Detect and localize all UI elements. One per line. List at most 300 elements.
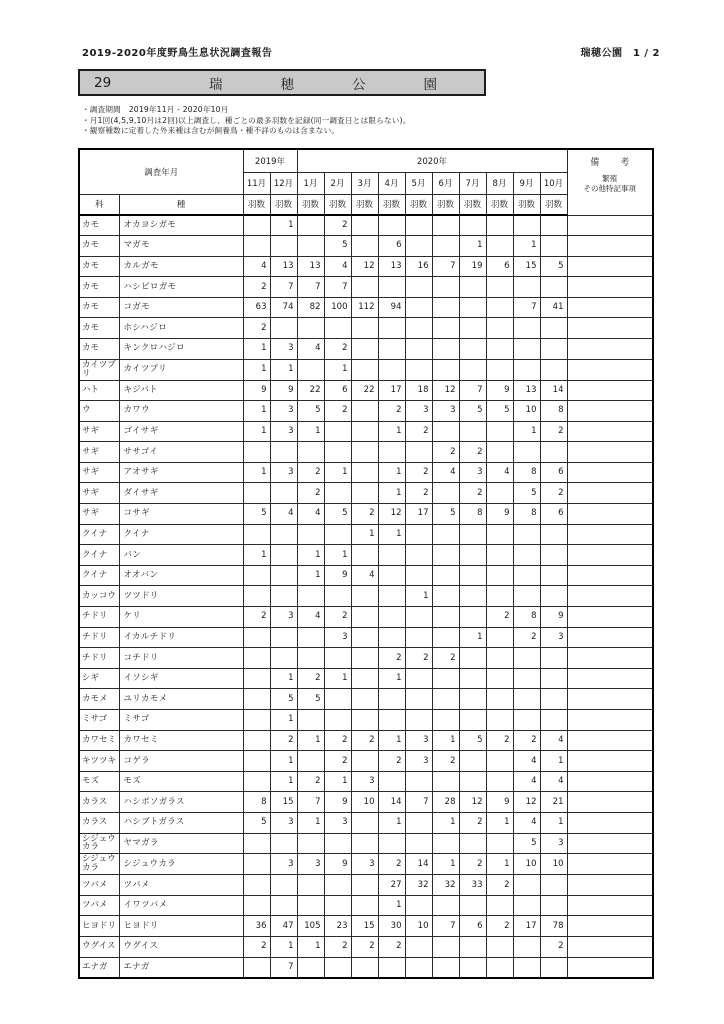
count-cell — [243, 710, 270, 731]
count-cell — [513, 565, 540, 586]
count-cell — [405, 277, 432, 298]
count-cell — [459, 710, 486, 731]
count-cell: 17 — [405, 504, 432, 525]
count-cell — [459, 833, 486, 854]
family-cell: サギ — [79, 442, 119, 463]
count-cell: 19 — [459, 256, 486, 277]
count-cell — [459, 277, 486, 298]
count-cell: 4 — [297, 339, 324, 360]
table-row — [79, 916, 653, 937]
table-row — [79, 545, 653, 566]
count-cell: 6 — [459, 916, 486, 937]
unit-header: 羽数 — [378, 194, 405, 215]
count-cell — [243, 771, 270, 792]
count-cell — [432, 771, 459, 792]
count-cell: 2 — [405, 483, 432, 504]
remarks-cell — [567, 318, 653, 339]
count-cell — [243, 875, 270, 896]
count-cell — [270, 318, 297, 339]
count-cell: 5 — [459, 401, 486, 422]
count-cell: 7 — [432, 916, 459, 937]
count-cell: 5 — [297, 401, 324, 422]
remarks-cell — [567, 256, 653, 277]
count-cell: 3 — [324, 812, 351, 833]
remarks-title: 備 考 — [590, 158, 636, 168]
count-cell: 3 — [459, 462, 486, 483]
count-cell — [432, 339, 459, 360]
count-cell — [513, 648, 540, 669]
count-cell: 1 — [270, 771, 297, 792]
table-row — [79, 833, 653, 854]
count-cell — [351, 607, 378, 628]
table-row — [79, 648, 653, 669]
table-row — [79, 627, 653, 648]
remarks-cell — [567, 483, 653, 504]
count-cell — [297, 318, 324, 339]
family-cell: カモ — [79, 236, 119, 257]
count-cell — [378, 586, 405, 607]
month-header: 7月 — [459, 172, 486, 194]
count-cell — [351, 627, 378, 648]
count-cell: 1 — [378, 668, 405, 689]
species-cell: オカヨシガモ — [119, 215, 243, 236]
count-cell: 5 — [270, 689, 297, 710]
count-cell — [432, 421, 459, 442]
count-cell: 13 — [378, 256, 405, 277]
count-cell — [405, 297, 432, 318]
count-cell: 2 — [297, 771, 324, 792]
count-cell: 5 — [459, 730, 486, 751]
family-cell: ツバメ — [79, 875, 119, 896]
count-cell — [513, 442, 540, 463]
family-cell: カモメ — [79, 689, 119, 710]
species-cell: コガモ — [119, 297, 243, 318]
count-cell: 30 — [378, 916, 405, 937]
count-cell: 4 — [486, 462, 513, 483]
count-cell — [486, 297, 513, 318]
count-cell — [351, 318, 378, 339]
count-cell — [243, 524, 270, 545]
count-cell: 63 — [243, 297, 270, 318]
remarks-cell — [567, 812, 653, 833]
count-cell: 7 — [459, 380, 486, 401]
family-cell: カモ — [79, 215, 119, 236]
count-cell: 8 — [513, 607, 540, 628]
count-cell — [513, 668, 540, 689]
count-cell: 1 — [324, 359, 351, 380]
unit-header: 羽数 — [324, 194, 351, 215]
family-cell: チドリ — [79, 648, 119, 669]
count-cell — [459, 937, 486, 958]
count-cell: 8 — [243, 792, 270, 813]
month-header: 10月 — [540, 172, 567, 194]
count-cell: 3 — [540, 833, 567, 854]
count-cell — [486, 668, 513, 689]
count-cell — [297, 710, 324, 731]
count-cell — [459, 957, 486, 978]
count-cell — [324, 895, 351, 916]
count-cell — [486, 937, 513, 958]
count-cell: 12 — [351, 256, 378, 277]
count-cell — [432, 689, 459, 710]
count-cell — [378, 689, 405, 710]
note-line: ・調査期間 2019年11月 - 2020年10月 — [82, 105, 229, 114]
family-cell: カモ — [79, 277, 119, 298]
survey-notes — [82, 105, 411, 137]
year-header: 2020年 — [297, 149, 567, 172]
count-cell — [243, 668, 270, 689]
count-cell — [405, 215, 432, 236]
count-cell — [540, 875, 567, 896]
count-cell — [297, 957, 324, 978]
count-cell: 2 — [324, 215, 351, 236]
species-cell: キジバト — [119, 380, 243, 401]
count-cell — [513, 524, 540, 545]
count-cell: 1 — [324, 668, 351, 689]
count-cell — [378, 545, 405, 566]
count-cell: 3 — [270, 462, 297, 483]
count-cell — [432, 545, 459, 566]
count-cell — [351, 421, 378, 442]
count-cell: 2 — [459, 812, 486, 833]
count-cell — [486, 689, 513, 710]
count-cell — [351, 751, 378, 772]
species-cell: エナガ — [119, 957, 243, 978]
count-cell: 4 — [513, 771, 540, 792]
family-cell: サギ — [79, 504, 119, 525]
species-cell: ヤマガラ — [119, 833, 243, 854]
count-cell — [297, 895, 324, 916]
doc-title: 2019-2020年度野鳥生息状況調査報告 — [82, 48, 273, 59]
month-header: 11月 — [243, 172, 270, 194]
count-cell: 1 — [486, 812, 513, 833]
remarks-cell — [567, 524, 653, 545]
count-cell: 2 — [432, 751, 459, 772]
count-cell: 1 — [378, 462, 405, 483]
month-header: 6月 — [432, 172, 459, 194]
count-cell: 9 — [486, 380, 513, 401]
table-row — [79, 565, 653, 586]
count-cell: 1 — [459, 236, 486, 257]
count-cell: 2 — [486, 730, 513, 751]
count-cell — [270, 833, 297, 854]
count-cell — [351, 648, 378, 669]
count-cell — [513, 937, 540, 958]
count-cell: 15 — [351, 916, 378, 937]
table-row — [79, 710, 653, 731]
count-cell — [243, 215, 270, 236]
count-cell: 7 — [513, 297, 540, 318]
remarks-cell — [567, 586, 653, 607]
header-row-years — [79, 149, 653, 172]
count-cell: 2 — [405, 462, 432, 483]
count-cell: 3 — [270, 854, 297, 875]
count-cell: 2 — [243, 607, 270, 628]
count-cell: 2 — [297, 668, 324, 689]
remarks-cell — [567, 339, 653, 360]
count-cell — [351, 401, 378, 422]
count-cell — [351, 875, 378, 896]
remarks-cell — [567, 875, 653, 896]
count-cell — [324, 875, 351, 896]
count-cell: 4 — [513, 751, 540, 772]
count-cell: 7 — [297, 792, 324, 813]
remarks-cell — [567, 545, 653, 566]
count-cell: 15 — [270, 792, 297, 813]
remarks-cell — [567, 236, 653, 257]
count-cell: 23 — [324, 916, 351, 937]
species-cell: ハシブトガラス — [119, 812, 243, 833]
count-cell: 5 — [513, 483, 540, 504]
count-cell — [459, 318, 486, 339]
count-cell — [324, 648, 351, 669]
count-cell — [351, 545, 378, 566]
count-cell — [405, 607, 432, 628]
count-cell: 12 — [459, 792, 486, 813]
remarks-cell — [567, 937, 653, 958]
count-cell: 1 — [378, 895, 405, 916]
count-cell — [486, 236, 513, 257]
count-cell — [405, 937, 432, 958]
count-cell: 1 — [432, 812, 459, 833]
count-cell — [297, 875, 324, 896]
count-cell — [459, 545, 486, 566]
count-cell — [324, 442, 351, 463]
table-row — [79, 875, 653, 896]
family-cell: モズ — [79, 771, 119, 792]
species-cell: ツバメ — [119, 875, 243, 896]
count-cell — [486, 957, 513, 978]
table-row — [79, 957, 653, 978]
count-cell — [378, 359, 405, 380]
count-cell — [297, 627, 324, 648]
count-cell: 10 — [540, 854, 567, 875]
remarks-cell — [567, 895, 653, 916]
count-cell — [432, 668, 459, 689]
count-cell: 82 — [297, 297, 324, 318]
count-cell — [540, 442, 567, 463]
count-cell: 3 — [432, 401, 459, 422]
count-cell — [459, 421, 486, 442]
remarks-cell — [567, 565, 653, 586]
count-cell: 1 — [243, 401, 270, 422]
count-cell — [351, 812, 378, 833]
species-cell: マガモ — [119, 236, 243, 257]
count-cell — [297, 833, 324, 854]
count-cell: 2 — [405, 648, 432, 669]
site-name-char: 瑞 — [209, 76, 223, 93]
count-cell — [486, 627, 513, 648]
count-cell: 3 — [324, 627, 351, 648]
table-row — [79, 792, 653, 813]
table-row — [79, 812, 653, 833]
count-cell — [486, 215, 513, 236]
count-cell — [486, 710, 513, 731]
count-cell — [378, 957, 405, 978]
count-cell — [513, 875, 540, 896]
count-cell — [243, 627, 270, 648]
count-cell — [486, 318, 513, 339]
family-cell: キツツキ — [79, 751, 119, 772]
count-cell — [459, 751, 486, 772]
site-title-bar — [78, 69, 486, 96]
count-cell — [405, 689, 432, 710]
count-cell: 9 — [324, 565, 351, 586]
count-cell: 1 — [378, 421, 405, 442]
count-cell: 1 — [297, 421, 324, 442]
count-cell — [432, 957, 459, 978]
count-cell — [432, 627, 459, 648]
count-cell: 14 — [540, 380, 567, 401]
remarks-cell — [567, 380, 653, 401]
count-cell — [378, 627, 405, 648]
count-cell — [270, 565, 297, 586]
count-cell — [540, 236, 567, 257]
count-cell: 2 — [486, 916, 513, 937]
count-cell: 2 — [324, 751, 351, 772]
count-cell: 2 — [270, 730, 297, 751]
count-cell — [486, 545, 513, 566]
count-cell: 1 — [324, 462, 351, 483]
count-cell: 4 — [297, 607, 324, 628]
count-cell — [540, 359, 567, 380]
count-cell: 5 — [297, 689, 324, 710]
count-cell — [243, 854, 270, 875]
count-cell: 1 — [243, 545, 270, 566]
species-cell: モズ — [119, 771, 243, 792]
count-cell — [270, 648, 297, 669]
count-cell: 4 — [540, 771, 567, 792]
count-cell — [540, 710, 567, 731]
count-cell — [243, 483, 270, 504]
count-cell: 1 — [432, 730, 459, 751]
species-cell: ハシビロガモ — [119, 277, 243, 298]
count-cell: 1 — [243, 339, 270, 360]
species-cell: ヒヨドリ — [119, 916, 243, 937]
count-cell: 22 — [351, 380, 378, 401]
count-cell — [405, 710, 432, 731]
species-cell: ゴイサギ — [119, 421, 243, 442]
count-cell: 2 — [540, 937, 567, 958]
count-cell — [351, 483, 378, 504]
family-cell: ウグイス — [79, 937, 119, 958]
count-cell — [351, 359, 378, 380]
count-cell — [486, 565, 513, 586]
count-cell: 4 — [432, 462, 459, 483]
site-name — [180, 73, 484, 93]
count-cell — [405, 627, 432, 648]
count-cell — [432, 710, 459, 731]
count-cell: 2 — [486, 607, 513, 628]
count-cell: 100 — [324, 297, 351, 318]
count-cell: 1 — [243, 462, 270, 483]
count-cell — [243, 586, 270, 607]
count-cell: 3 — [405, 730, 432, 751]
count-cell — [540, 957, 567, 978]
count-cell: 2 — [513, 730, 540, 751]
count-cell — [297, 215, 324, 236]
count-cell: 28 — [432, 792, 459, 813]
count-cell — [405, 339, 432, 360]
count-cell: 1 — [297, 730, 324, 751]
count-cell: 8 — [540, 401, 567, 422]
count-cell — [297, 359, 324, 380]
count-cell: 1 — [270, 710, 297, 731]
family-cell: クイナ — [79, 524, 119, 545]
species-cell: シジュウカラ — [119, 854, 243, 875]
count-cell: 1 — [297, 812, 324, 833]
count-cell: 1 — [513, 236, 540, 257]
count-cell — [513, 586, 540, 607]
count-cell — [432, 277, 459, 298]
count-cell: 2 — [324, 401, 351, 422]
count-cell: 1 — [540, 751, 567, 772]
species-cell: ユリカモメ — [119, 689, 243, 710]
count-cell — [540, 586, 567, 607]
count-cell — [513, 957, 540, 978]
family-cell: カモ — [79, 318, 119, 339]
count-cell: 2 — [432, 442, 459, 463]
count-cell: 1 — [432, 854, 459, 875]
species-cell: ウグイス — [119, 937, 243, 958]
remarks-cell — [567, 710, 653, 731]
count-cell: 8 — [513, 462, 540, 483]
note-line: ・観察種数に定着した外来種は含むが飼養鳥・種不詳のものは含まない。 — [82, 126, 340, 136]
count-cell: 1 — [378, 524, 405, 545]
species-cell: イカルチドリ — [119, 627, 243, 648]
species-cell: ササゴイ — [119, 442, 243, 463]
count-cell — [405, 668, 432, 689]
species-cell: イワツバメ — [119, 895, 243, 916]
count-cell: 8 — [513, 504, 540, 525]
count-cell: 1 — [297, 937, 324, 958]
table-row — [79, 401, 653, 422]
count-cell: 3 — [270, 812, 297, 833]
month-header: 3月 — [351, 172, 378, 194]
count-cell: 4 — [324, 256, 351, 277]
family-cell: サギ — [79, 462, 119, 483]
family-cell: チドリ — [79, 627, 119, 648]
count-cell: 94 — [378, 297, 405, 318]
table-row — [79, 236, 653, 257]
table-row — [79, 215, 653, 236]
count-cell: 3 — [270, 339, 297, 360]
count-cell: 5 — [243, 504, 270, 525]
count-cell — [378, 833, 405, 854]
count-cell — [513, 710, 540, 731]
remarks-cell — [567, 751, 653, 772]
family-cell: ハト — [79, 380, 119, 401]
count-cell: 1 — [324, 545, 351, 566]
count-cell — [432, 483, 459, 504]
count-cell — [243, 895, 270, 916]
species-cell: イソシギ — [119, 668, 243, 689]
count-cell: 16 — [405, 256, 432, 277]
count-cell — [486, 586, 513, 607]
remarks-cell — [567, 607, 653, 628]
unit-header: 羽数 — [243, 194, 270, 215]
species-cell: ハシボソガラス — [119, 792, 243, 813]
count-cell — [243, 648, 270, 669]
count-cell — [351, 339, 378, 360]
family-cell: カモ — [79, 339, 119, 360]
count-cell — [405, 895, 432, 916]
count-cell — [405, 812, 432, 833]
table-row — [79, 504, 653, 525]
table-row — [79, 730, 653, 751]
count-cell — [297, 751, 324, 772]
count-cell: 10 — [405, 916, 432, 937]
